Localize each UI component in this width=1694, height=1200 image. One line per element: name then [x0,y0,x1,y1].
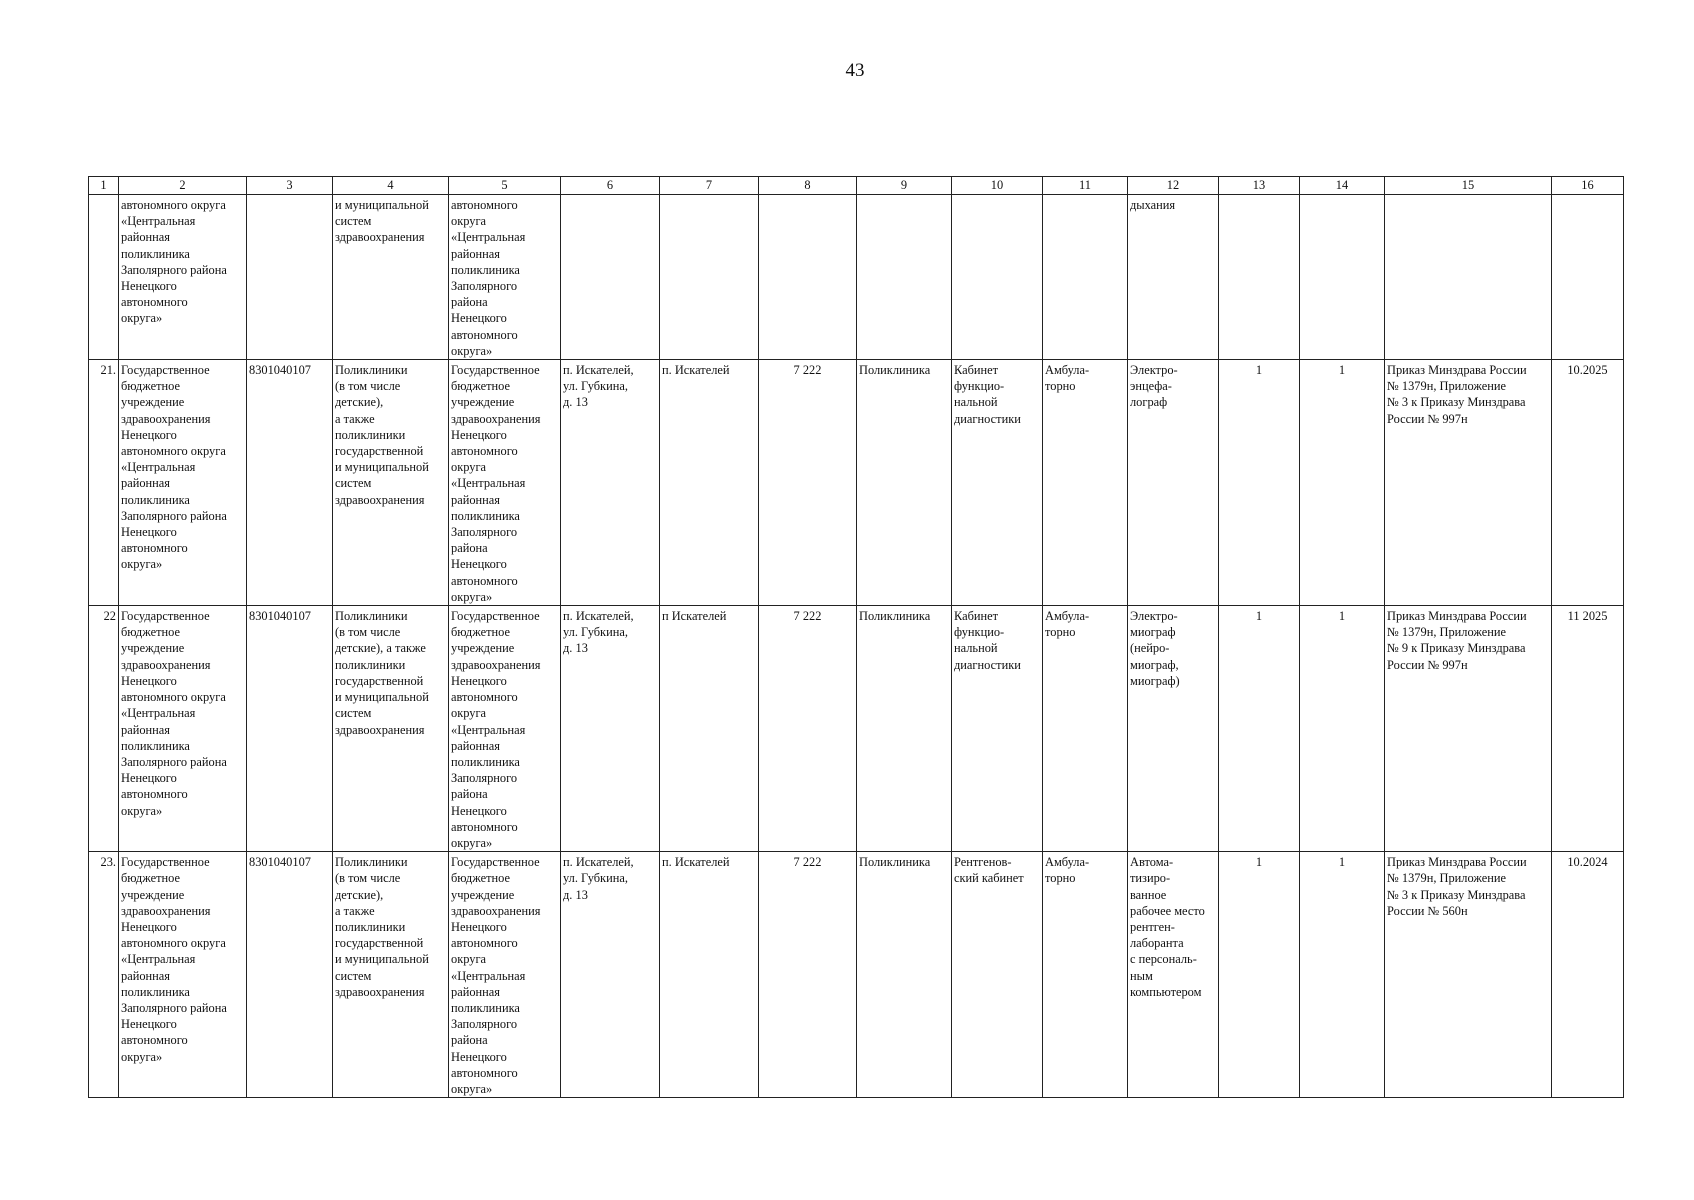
row-number: 21. [89,360,119,606]
header-cell: 4 [333,177,449,195]
institution-name: Государственное бюджетное учреждение здравоохранения Ненецкого автономного округа «Центральная районная поликлиника Заполярного района Ненецкого автономного округа» [449,852,561,1098]
facility-type: и муниципальной систем здравоохранения [333,195,449,360]
room [952,195,1043,360]
row-number: 22 [89,606,119,852]
equipment-table [88,176,1624,1098]
table-row [89,606,1624,852]
header-cell: 9 [857,177,952,195]
institution-name: Государственное бюджетное учреждение здравоохранения Ненецкого автономного округа «Центральная районная поликлиника Заполярного района Ненецкого автономного округа» [449,360,561,606]
header-cell: 16 [1552,177,1624,195]
table-row [89,852,1624,1098]
order-reference: Приказ Минздрава России № 1379н, Приложение № 3 к Приказу Минздрава России № 560н [1385,852,1552,1098]
organization-name: автономного округа «Центральная районная поликлиника Заполярного района Ненецкого автономного округа» [119,195,247,360]
date [1552,195,1624,360]
equipment: Электро- миограф (нейро- миограф, миограф) [1128,606,1219,852]
care-mode: Амбула- торно [1043,606,1128,852]
equipment: дыхания [1128,195,1219,360]
institution-name: автономного округа «Центральная районная поликлиника Заполярного района Ненецкого автономного округа» [449,195,561,360]
inn: 8301040107 [247,606,333,852]
organization-name: Государственное бюджетное учреждение здравоохранения Ненецкого автономного округа «Центральная районная поликлиника Заполярного района Ненецкого автономного округа» [119,852,247,1098]
header-row [89,177,1624,195]
code: 7 222 [759,360,857,606]
room: Кабинет функцио- нальной диагностики [952,606,1043,852]
table-row [89,360,1624,606]
settlement: п. Искателей [660,852,759,1098]
quantity-cell: 1 [1219,606,1300,852]
date: 10.2024 [1552,852,1624,1098]
header-cell: 6 [561,177,660,195]
equipment: Электро- энцефа- лограф [1128,360,1219,606]
facility-type: Поликлиники (в том числе детские), а также поликлиники государственной и муниципальной систем здравоохранения [333,360,449,606]
room: Кабинет функцио- нальной диагностики [952,360,1043,606]
unit: Поликлиника [857,606,952,852]
header-cell: 2 [119,177,247,195]
care-mode [1043,195,1128,360]
inn: 8301040107 [247,360,333,606]
code: 7 222 [759,852,857,1098]
organization-name: Государственное бюджетное учреждение здравоохранения Ненецкого автономного округа «Центральная районная поликлиника Заполярного района Ненецкого автономного округа» [119,606,247,852]
quantity-cell [1300,195,1385,360]
code: 7 222 [759,606,857,852]
header-cell: 7 [660,177,759,195]
facility-type: Поликлиники (в том числе детские), а также поликлиники государственной и муниципальной систем здравоохранения [333,606,449,852]
settlement [660,195,759,360]
address: п. Искателей, ул. Губкина, д. 13 [561,852,660,1098]
row-number [89,195,119,360]
settlement: п. Искателей [660,360,759,606]
institution-name: Государственное бюджетное учреждение здравоохранения Ненецкого автономного округа «Центральная районная поликлиника Заполярного района Ненецкого автономного округа» [449,606,561,852]
quantity-cell: 1 [1219,852,1300,1098]
unit: Поликлиника [857,852,952,1098]
header-cell: 5 [449,177,561,195]
date: 10.2025 [1552,360,1624,606]
row-number: 23. [89,852,119,1098]
header-cell: 12 [1128,177,1219,195]
page-number: 43 [845,60,865,81]
settlement: п Искателей [660,606,759,852]
unit: Поликлиника [857,360,952,606]
inn: 8301040107 [247,852,333,1098]
quantity-cell: 1 [1300,606,1385,852]
care-mode: Амбула- торно [1043,852,1128,1098]
header-cell: 13 [1219,177,1300,195]
header-cell: 15 [1385,177,1552,195]
order-reference: Приказ Минздрава России № 1379н, Приложение № 3 к Приказу Минздрава России № 997н [1385,360,1552,606]
quantity-cell [1219,195,1300,360]
inn [247,195,333,360]
facility-type: Поликлиники (в том числе детские), а также поликлиники государственной и муниципальной систем здравоохранения [333,852,449,1098]
header-cell: 1 [89,177,119,195]
table-row [89,195,1624,360]
unit [857,195,952,360]
header-cell: 10 [952,177,1043,195]
address [561,195,660,360]
date: 11 2025 [1552,606,1624,852]
header-cell: 8 [759,177,857,195]
quantity-cell: 1 [1300,360,1385,606]
quantity-cell: 1 [1219,360,1300,606]
code [759,195,857,360]
quantity-cell: 1 [1300,852,1385,1098]
room: Рентгенов- ский кабинет [952,852,1043,1098]
care-mode: Амбула- торно [1043,360,1128,606]
order-reference: Приказ Минздрава России № 1379н, Приложение № 9 к Приказу Минздрава России № 997н [1385,606,1552,852]
header-cell: 14 [1300,177,1385,195]
order-reference [1385,195,1552,360]
equipment: Автома- тизиро- ванное рабочее место рентген- лаборанта с персональ- ным компьютером [1128,852,1219,1098]
address: п. Искателей, ул. Губкина, д. 13 [561,606,660,852]
header-cell: 3 [247,177,333,195]
header-cell: 11 [1043,177,1128,195]
organization-name: Государственное бюджетное учреждение здравоохранения Ненецкого автономного округа «Центральная районная поликлиника Заполярного района Ненецкого автономного округа» [119,360,247,606]
address: п. Искателей, ул. Губкина, д. 13 [561,360,660,606]
